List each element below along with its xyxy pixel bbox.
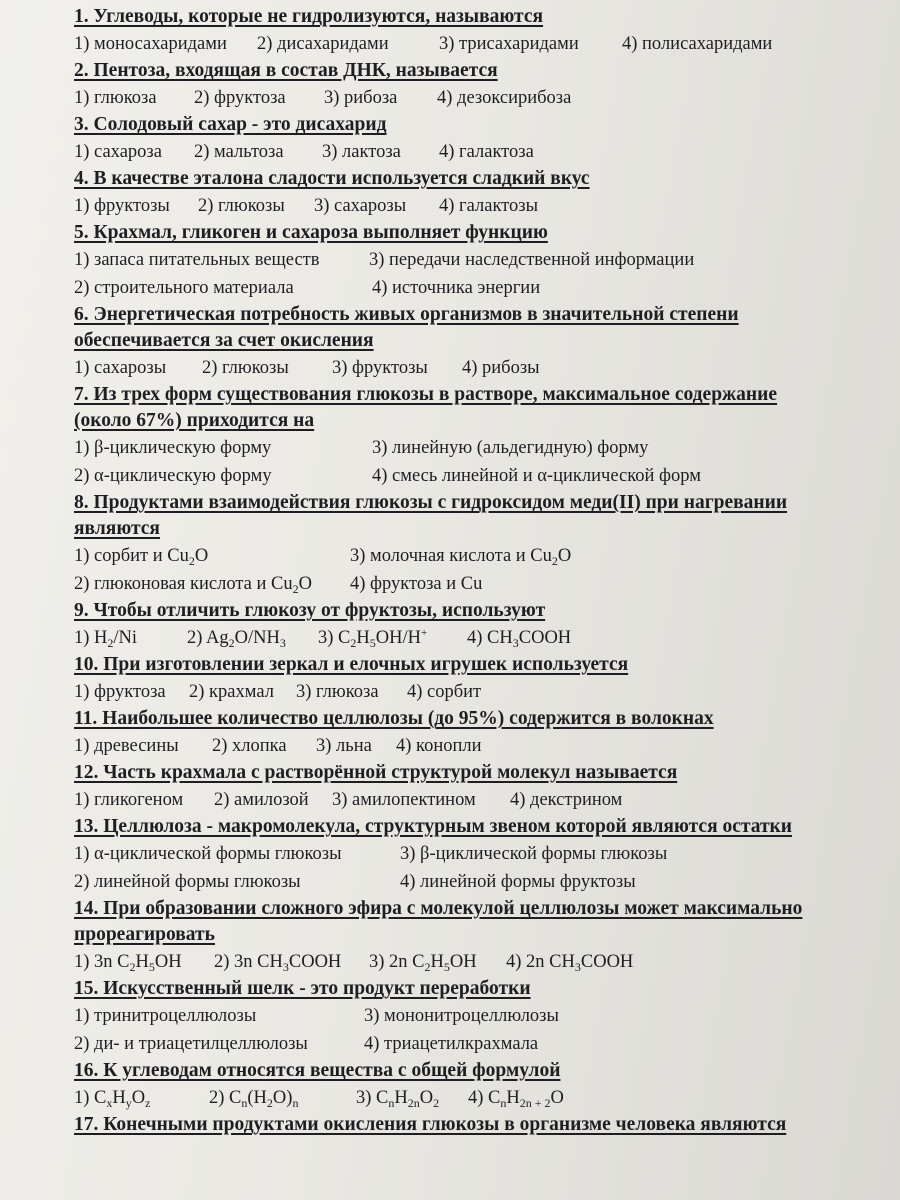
answer-option-1[interactable]: 1) глюкоза (74, 88, 157, 108)
answer-option-3[interactable]: 3) глюкоза (296, 682, 379, 702)
answer-option-2[interactable]: 2) линейной формы глюкозы (74, 872, 301, 892)
answer-row (74, 192, 874, 220)
question-title: 17. Конечными продуктами окисления глюкозы в организме человека являются (74, 1114, 787, 1135)
question-1 (74, 4, 874, 58)
answer-row (74, 462, 874, 490)
answer-option-3[interactable]: 3) фруктозы (332, 358, 428, 378)
answer-option-3[interactable]: 3) $C_2H_5OH/H^+$ (318, 627, 428, 650)
answer-option-3[interactable]: 3) передачи наследственной информации (369, 250, 695, 270)
answer-option-2[interactable]: 2) ди- и триацетилцеллюлозы (74, 1034, 308, 1054)
question-8 (74, 490, 874, 598)
question-title: 3. Солодовый сахар - это дисахарид (74, 114, 387, 135)
question-7 (74, 382, 874, 490)
answer-option-4[interactable]: 4) конопли (396, 736, 482, 756)
answer-option-4[interactable]: 4) сорбит (407, 682, 482, 702)
answer-row (74, 274, 874, 302)
answer-row (74, 840, 874, 868)
answer-option-3[interactable]: 3) 2n $C_2H_5OH$ (369, 952, 477, 974)
question-16 (74, 1058, 874, 1112)
answer-option-2[interactable]: 2) амилозой (214, 790, 309, 810)
question-15 (74, 976, 874, 1058)
answer-option-4[interactable]: 4) галактоза (439, 142, 534, 162)
answer-option-4[interactable]: 4) 2n $CH_3COOH$ (506, 952, 634, 974)
question-6 (74, 302, 874, 382)
answer-row (74, 354, 874, 382)
question-title: 12. Часть крахмала с растворённой структурой молекул называется (74, 762, 678, 783)
answer-row (74, 948, 874, 976)
question-title: 8. Продуктами взаимодействия глюкозы с гидроксидом меди(II) при нагревании являются (74, 492, 788, 539)
question-title: 1. Углеводы, которые не гидролизуются, называются (74, 6, 544, 27)
question-title: 10. При изготовлении зеркал и елочных игрушек используется (74, 654, 629, 675)
answer-option-2[interactable]: 2) глюкозы (202, 358, 289, 378)
answer-option-4[interactable]: 4) линейной формы фруктозы (400, 872, 636, 892)
answer-option-1[interactable]: 1) α-циклической формы глюкозы (74, 844, 342, 864)
answer-option-1[interactable]: 1) $H_2/Ni$ (74, 628, 138, 650)
answer-option-4[interactable]: 4) триацетилкрахмала (364, 1034, 539, 1054)
question-title: 4. В качестве эталона сладости используется сладкий вкус (74, 168, 590, 189)
answer-option-2[interactable]: 2) дисахаридами (257, 34, 389, 54)
answer-option-2[interactable]: 2) фруктоза (194, 88, 286, 108)
answer-row (74, 84, 874, 112)
question-title: 2. Пентоза, входящая в состав ДНК, называется (74, 60, 498, 81)
question-14 (74, 896, 874, 976)
answer-option-1[interactable]: 1) 3n $C_2H_5OH$ (74, 952, 182, 974)
question-5 (74, 220, 874, 302)
question-title: 11. Наибольшее количество целлюлозы (до 95%) содержится в волокнах (74, 708, 714, 729)
question-title: 13. Целлюлоза - макромолекула, структурным звеном которой являются остатки (74, 816, 793, 837)
answer-option-2[interactable]: 2) хлопка (212, 736, 287, 756)
answer-row (74, 434, 874, 462)
answer-option-1[interactable]: 1) сорбит и $Cu_2O$ (74, 546, 209, 568)
question-title: 9. Чтобы отличить глюкозу от фруктозы, используют (74, 600, 546, 621)
test-sheet (74, 4, 874, 1138)
answer-row (74, 30, 874, 58)
answer-row (74, 624, 874, 652)
answer-option-3[interactable]: 3) молочная кислота и $Cu_2O$ (350, 546, 572, 568)
answer-option-4[interactable]: 4) $C_nH_{2n + 2}O$ (468, 1088, 564, 1110)
answer-option-2[interactable]: 2) α-циклическую форму (74, 466, 272, 486)
answer-option-1[interactable]: 1) запаса питательных веществ (74, 250, 320, 270)
answer-option-3[interactable]: 3) льна (316, 736, 372, 756)
answer-option-1[interactable]: 1) фруктозы (74, 196, 170, 216)
answer-option-1[interactable]: 1) β-циклическую форму (74, 438, 272, 458)
answer-row (74, 1002, 874, 1030)
answer-option-2[interactable]: 2) $C_n(H_2O)_n$ (209, 1088, 299, 1110)
answer-option-1[interactable]: 1) древесины (74, 736, 179, 756)
question-17 (74, 1112, 874, 1138)
question-10 (74, 652, 874, 706)
answer-option-1[interactable]: 1) тринитроцеллюлозы (74, 1006, 257, 1026)
answer-row (74, 542, 874, 570)
answer-option-4[interactable]: 4) дезоксирибоза (437, 88, 572, 108)
answer-row (74, 786, 874, 814)
answer-option-4[interactable]: 4) галактозы (439, 196, 539, 216)
question-title: 5. Крахмал, гликоген и сахароза выполняет функцию (74, 222, 548, 243)
answer-option-3[interactable]: 3) трисахаридами (439, 34, 579, 54)
answer-option-3[interactable]: 3) лактоза (322, 142, 401, 162)
question-13 (74, 814, 874, 896)
question-title: 16. К углеводам относятся вещества с общей формулой (74, 1060, 561, 1081)
answer-option-1[interactable]: 1) моносахаридами (74, 34, 227, 54)
answer-option-3[interactable]: 3) рибоза (324, 88, 398, 108)
answer-row (74, 678, 874, 706)
question-12 (74, 760, 874, 814)
answer-option-2[interactable]: 2) глюкозы (198, 196, 285, 216)
answer-option-2[interactable]: 2) крахмал (189, 682, 274, 702)
question-title: 6. Энергетическая потребность живых организмов в значительной степени обеспечивается за счет окисления (74, 304, 739, 351)
answer-option-1[interactable]: 1) гликогеном (74, 790, 184, 810)
answer-option-3[interactable]: 3) β-циклической формы глюкозы (400, 844, 668, 864)
question-title: 15. Искусственный шелк - это продукт переработки (74, 978, 531, 999)
answer-row (74, 570, 874, 598)
question-9 (74, 598, 874, 652)
answer-option-2[interactable]: 2) глюконовая кислота и $Cu_2O$ (74, 574, 312, 596)
answer-option-2[interactable]: 2) 3n $CH_3COOH$ (214, 952, 342, 974)
question-title: 7. Из трех форм существования глюкозы в растворе, максимальное содержание (около 67%) приходится на (74, 384, 778, 431)
answer-option-1[interactable]: 1) сахарозы (74, 358, 167, 378)
answer-option-3[interactable]: 3) мононитроцеллюлозы (364, 1006, 559, 1026)
answer-option-3[interactable]: 3) линейную (альдегидную) форму (372, 438, 649, 458)
answer-option-2[interactable]: 2) мальтоза (194, 142, 284, 162)
answer-option-4[interactable]: 4) фруктоза и Cu (350, 574, 483, 594)
question-11 (74, 706, 874, 760)
answer-option-1[interactable]: 1) сахароза (74, 142, 162, 162)
answer-row (74, 732, 874, 760)
answer-row (74, 1084, 874, 1112)
answer-row (74, 246, 874, 274)
answer-option-3[interactable]: 3) $C_nH_{2n}O_2$ (356, 1088, 440, 1110)
answer-row (74, 138, 874, 166)
question-title: 14. При образовании сложного эфира с молекулой целлюлозы может максимально прореагировать (74, 898, 803, 945)
answer-option-4[interactable]: 4) смесь линейной и α-циклической форм (372, 466, 701, 486)
answer-option-4[interactable]: 4) рибозы (462, 358, 540, 378)
answer-option-4[interactable]: 4) $CH_3COOH$ (467, 628, 572, 650)
answer-option-2[interactable]: 2) $Ag_2O/NH_3$ (187, 628, 286, 650)
answer-option-3[interactable]: 3) сахарозы (314, 196, 407, 216)
answer-row (74, 868, 874, 896)
answer-option-1[interactable]: 1) фруктоза (74, 682, 166, 702)
answer-option-2[interactable]: 2) строительного материала (74, 278, 294, 298)
answer-option-4[interactable]: 4) декстрином (510, 790, 623, 810)
answer-row (74, 1030, 874, 1058)
question-2 (74, 58, 874, 112)
question-4 (74, 166, 874, 220)
answer-option-1[interactable]: 1) $C_xH_yO_z$ (74, 1088, 151, 1110)
answer-option-4[interactable]: 4) полисахаридами (622, 34, 773, 54)
answer-option-3[interactable]: 3) амилопектином (332, 790, 476, 810)
answer-option-4[interactable]: 4) источника энергии (372, 278, 541, 298)
question-3 (74, 112, 874, 166)
